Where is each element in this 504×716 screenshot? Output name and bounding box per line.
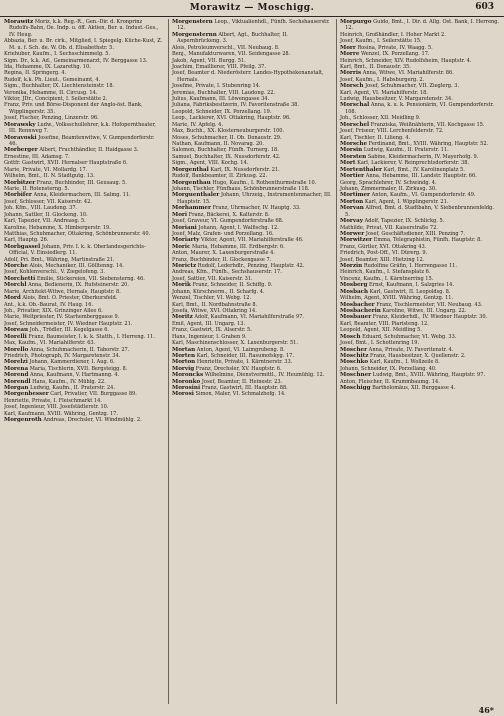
entry-text: Alois, Petroleumverschl., VII. Neubaug. 8. bbox=[172, 44, 280, 51]
entry-text: Karl, Maschinenschlosser, X. Laxenburgerstr. 51. bbox=[172, 340, 298, 347]
directory-entry bbox=[340, 205, 500, 218]
directory-entry bbox=[172, 391, 332, 397]
entry-surname: Morgenthal bbox=[172, 166, 209, 173]
entry-text: Max, Buchh., XX. Klosterneuburgerstr. 100. bbox=[172, 128, 285, 135]
entry-text: Franz, Schneider, II. Schiffg. 9. bbox=[192, 282, 273, 289]
entry-text: Karl, Gastwirt, II. Leopoldsg. 8. bbox=[369, 288, 451, 295]
entry-surname: Morsche bbox=[340, 141, 368, 148]
entry-text: Rosina, Private, IV. Waagg. 5. bbox=[357, 44, 433, 51]
entry-text: Bartholomäus, XII. Burggasse 4. bbox=[372, 385, 456, 392]
entry-text: Rudolf, k.k. Ph. Lieut., Gemeinamt, 4. bbox=[4, 76, 101, 83]
directory-entry bbox=[172, 32, 332, 45]
entry-text: Anna, Witwe, VI. Mariahilferstr. 86. bbox=[362, 70, 454, 77]
entry-text: Hugo, Kaufm., I. Rothenthurmstraße 10. bbox=[212, 179, 317, 186]
entry-surname: Morr bbox=[340, 44, 356, 51]
entry-surname: Mosbacher bbox=[340, 301, 375, 308]
entry-text: Anna, k. u. k. Pensionärin, VI. Gumpendorferstr. 108. bbox=[345, 102, 495, 115]
entry-surname: Morchetti bbox=[4, 275, 36, 282]
entry-surname: Morvig bbox=[172, 365, 195, 372]
entry-text: Leop., Lackierer, XVI. Ottakring, Hauptstr. 96. bbox=[172, 115, 291, 122]
entry-surname: Morberger bbox=[4, 147, 38, 154]
entry-text: Franz, Tischlermeister, VII. Neubaug. 43. bbox=[376, 301, 483, 308]
directory-entry bbox=[340, 385, 500, 391]
entry-text: Johann, Schneider, IX. Porzellang. 40. bbox=[340, 365, 437, 372]
entry-text: Karoline, Witwe, III. Ungarg. 22. bbox=[382, 307, 467, 314]
entry-text: Josef, Sattler, VII. Kaiserstr. 31. bbox=[172, 275, 253, 282]
entry-text: Samuel, Buchhalter, IX. Nussdorferstr. 42. bbox=[172, 153, 281, 160]
entry-text: Moriz, k.k. Reg.-R., Gen.-Dir. d. Kronprinz Rudolfs-Bahn, Oe. Indp. u. öff. Aktien, Ber. u. Indust.-Ges., IV. Heug. bbox=[9, 19, 159, 38]
entry-surname: Mortenthaler bbox=[340, 166, 382, 173]
entry-text: Anton, Agent, VI. Laimgrubeng. 8. bbox=[196, 346, 285, 353]
entry-text: Albert, Agt., Buchhalter, II. Aspernbrückeng. 3. bbox=[177, 31, 288, 45]
entry-text: Karl, Agent, VI. Mariahilferstr. 18. bbox=[340, 89, 428, 96]
entry-text: Leopold, Agent, XII. Meidling 5. bbox=[340, 327, 422, 334]
entry-text: Franz, Hausbesitzer, X. Quellenstr. 2. bbox=[370, 352, 466, 359]
entry-text: Wenzel, IX. Porzellang. 17. bbox=[361, 51, 430, 58]
entry-text: Josef, Beamter, II. Heinestr. 23. bbox=[201, 378, 283, 385]
entry-text: Wenzel, Tischler, VI. Webg. 12. bbox=[172, 295, 252, 302]
entry-text: Karl, Bmt., II. Nordbahnstraße 8. bbox=[172, 301, 258, 308]
entry-surname: Morpurgo bbox=[340, 19, 372, 25]
entry-surname: Mori bbox=[172, 211, 187, 218]
entry-text: Leop., Viktualienhdl., Fünfh. Sechshauserstr. 12. bbox=[177, 19, 330, 32]
sheet-signature: 46* bbox=[478, 705, 494, 715]
entry-surname: Morwer bbox=[340, 230, 365, 237]
entry-text: Franziska, Weißnähterin, VII. Kochgasse 15. bbox=[370, 121, 485, 128]
entry-surname: Morgenbesser bbox=[4, 391, 49, 398]
entry-text: Johann, Tischler, Fünfhaus, Schönbrunnerstraße 118. bbox=[172, 185, 310, 192]
entry-text: Franz, Gastwirt, III. Hauptstr. 88. bbox=[201, 385, 288, 392]
entry-surname: Morbitzer bbox=[4, 179, 36, 186]
entry-text: Emma, Telegraphistin, Fünfh. Hauptstr. 8. bbox=[373, 237, 482, 244]
entry-text: Hans, Ingenieur, I. Graben 9. bbox=[172, 333, 247, 340]
entry-text: Josef, Beamter d. Niederösterr. Landes-Hypothekenanstalt, Hernals. bbox=[172, 70, 324, 83]
entry-text: Julius, Kaufmann, III. Löwengasse 34. bbox=[172, 96, 270, 103]
entry-text: Karl, Agent, I. Wipplingerstr. 21. bbox=[364, 198, 449, 205]
entry-text: Maria, Hebamme, III. Erdbergstr. 6. bbox=[192, 243, 285, 250]
entry-surname: Morik bbox=[172, 282, 191, 289]
entry-text: Maria, Tischlerin, XVII. Bergsteigg. 8. bbox=[29, 365, 128, 372]
entry-text: Guido, Bmt., I. Dir. d. Allg. Öst. Bank, I. Herreng. 12. bbox=[345, 19, 500, 32]
directory-columns bbox=[4, 19, 500, 704]
entry-text: Josef, Schlosser, VII. Kaiserstr. 42. bbox=[4, 198, 92, 205]
entry-text: Alfred, Bmt. d. Stadtbahn, V. Siebenbrunnenfeldg. 5. bbox=[345, 205, 494, 218]
entry-surname: Morelli bbox=[4, 333, 27, 340]
directory-entry bbox=[340, 19, 500, 32]
entry-text: Josef, Graveur, VI. Gumpendorferstraße 68. bbox=[172, 218, 284, 225]
directory-entry bbox=[4, 244, 164, 257]
entry-text: Johann, Agent, I. Walfischg. 12. bbox=[198, 224, 279, 231]
entry-surname: Morguenthaler bbox=[172, 192, 220, 199]
entry-text: Franz, Uhrmacher, IV. Hauptg. 33. bbox=[212, 205, 301, 212]
entry-surname: Morschel bbox=[340, 121, 370, 128]
page-number: 603 bbox=[475, 2, 494, 12]
entry-text: Ludwig, Kaufm., II. Praterstr. 11. bbox=[363, 147, 449, 154]
entry-surname: Morelzi bbox=[4, 359, 28, 366]
directory-entry bbox=[340, 102, 500, 115]
entry-text: Johann, Kürschnerm., II. Scharfg. 4. bbox=[172, 288, 265, 295]
entry-text: Nathan, Kaufmann, II. Novarag. 20. bbox=[172, 141, 264, 148]
entry-text: Kriehuber, Kaufm., I. Sechsschimmelg. 5. bbox=[4, 51, 111, 58]
entry-text: Andreas, Kfm., Fünfh., Sechshauserstr. 17. bbox=[172, 269, 282, 276]
entry-surname: Morend bbox=[4, 372, 29, 379]
entry-text: Josef, Kohlenverschl., V. Ziegelofeng. 3. bbox=[4, 269, 105, 276]
column-2 bbox=[168, 19, 332, 704]
directory-entry bbox=[172, 70, 332, 83]
entry-text: Johann, Zimmermaler, II. Zirkusg. 30. bbox=[340, 185, 437, 192]
entry-text: Sabine, Kleidermacherin, IV. Mayerhofg. 9. bbox=[367, 153, 479, 160]
directory-entry bbox=[172, 19, 332, 32]
entry-text: Josefine, Private, I. Stubenring 14. bbox=[172, 83, 261, 90]
directory-entry bbox=[4, 19, 164, 38]
entry-text: Marie, Private, VI. Mollardg. 17. bbox=[4, 166, 88, 173]
entry-surname: Morris bbox=[340, 70, 362, 77]
entry-text: Rudolf, Bankbeamter, II. Zirkusg. 22. bbox=[172, 173, 268, 180]
entry-text: Joachim, Emaillierer, VIII. Pfeilg. 37. bbox=[172, 63, 266, 70]
directory-entry bbox=[172, 192, 332, 205]
entry-surname: Morre bbox=[340, 51, 360, 58]
entry-text: Johann, Priv. I. k. k. Oberlandesgerichts-Official, V. Einsiedlerg. 11. bbox=[9, 243, 146, 257]
entry-text: Karl, Beamter, VIII. Piaristeng. 12. bbox=[340, 320, 429, 327]
entry-text: Franz, Priv. und Börse-Disponent der Anglo-öst. Bank, Wipplingerstr. 35. bbox=[4, 102, 143, 115]
entry-text: Anton, Fleischer, II. Krummbaumg. 14. bbox=[340, 378, 440, 385]
entry-surname: Morena bbox=[4, 365, 29, 372]
entry-surname: Morvay bbox=[340, 218, 363, 225]
entry-surname: Morawitz bbox=[4, 19, 34, 25]
entry-text: Heinrich, Kaufm., I. Stefansplatz 6. bbox=[340, 269, 431, 276]
entry-surname: Morictz bbox=[172, 263, 197, 270]
entry-text: Friedrich, Post-Off., VI. Dürerg. 9. bbox=[340, 250, 428, 257]
entry-text: Marie, Architekt-Witwe, Hernals, Hauptstr. 8. bbox=[4, 288, 121, 295]
entry-text: Karl, Hauptg. 26. bbox=[4, 237, 49, 244]
entry-text: Joh., Schlosser, XII. Meidling 9. bbox=[340, 115, 421, 122]
entry-text: Max, Kaufm., VI. Mariahilferstr. 63. bbox=[4, 340, 96, 347]
entry-text: Salomon, Buchhalter, Fünfh. Turnerg. 18. bbox=[172, 147, 279, 154]
entry-surname: Moroncks bbox=[172, 372, 204, 379]
entry-text: Mathilde, Privat, VII. Kaiserstraße 72. bbox=[340, 224, 438, 231]
entry-text: Karl, Kaufm., I. Wollzeile 8. bbox=[369, 359, 440, 366]
directory-entry bbox=[4, 38, 164, 51]
entry-surname: Morton bbox=[172, 359, 196, 366]
entry-surname: Mosbauer bbox=[340, 314, 372, 321]
entry-surname: Moriani bbox=[172, 224, 197, 231]
entry-text: Josef, Kaufm., I. Habsburgerg. 2. bbox=[340, 76, 425, 83]
entry-text: Johann, Kammerdiener, I. Aug. 6. bbox=[29, 359, 115, 366]
entry-text: Josef, Geschäftsdiener, XIII. Penzing 7. bbox=[365, 230, 466, 237]
entry-surname: Morgenstern bbox=[172, 19, 213, 25]
entry-text: Ant., k.k. Ob.-Baurat, IV. Haug. 16. bbox=[4, 301, 94, 308]
entry-text: Karl, Lackierer, V. Reinprechtsdorferstr. 38. bbox=[357, 160, 470, 167]
entry-text: Josef, Kaufm., I. Seilerstätte 15. bbox=[340, 38, 422, 45]
column-1 bbox=[4, 19, 164, 704]
entry-text: Joh., Trödler, III. Kegelgasse 6. bbox=[29, 327, 110, 334]
entry-text: Henriette, Private, I. Fleischmarkt 14. bbox=[4, 397, 102, 404]
entry-surname: Morosi bbox=[172, 391, 194, 398]
entry-surname: Morvan bbox=[340, 205, 364, 212]
entry-surname: Morsin bbox=[340, 147, 363, 154]
entry-text: Emilie, Stickereien, VII. Siebensterng. 46. bbox=[36, 275, 145, 282]
entry-text: Johann, Uhrzeig., Instrumentenmacher, III. Hauptstr. 15. bbox=[177, 192, 332, 205]
entry-text: Benj., Manufakturwaren, VII. Seidengasse 28. bbox=[172, 51, 291, 58]
entry-text: Franz, Gastwirt, IX. Alserstr. 5. bbox=[172, 327, 252, 334]
entry-text: Sigm., Buchhalter, IX. Liechtensteinstr. 18. bbox=[4, 83, 115, 90]
entry-text: Josefa, Witwe, XVI. Ottakring 14. bbox=[172, 307, 257, 314]
entry-surname: Morsch bbox=[340, 83, 364, 90]
entry-surname: Mosberg bbox=[340, 282, 368, 289]
entry-text: Ludwig, Kaufm., II. Praterstr. 24. bbox=[30, 385, 115, 392]
entry-text: Rudolf, Lederhdlr., Penzing, Hauptstr. 42. bbox=[197, 263, 305, 270]
entry-text: Karl, IX. Nussdorferstr. 21. bbox=[210, 166, 280, 173]
entry-text: Alois, Mechaniker, III. Gölltenng. 14. bbox=[29, 263, 124, 270]
entry-text: Ferdinand, Bmt., XVIII. Währing, Hauptstr. 52. bbox=[368, 141, 489, 148]
entry-surname: Morschal bbox=[340, 102, 370, 109]
entry-text: Simon, Maler, VI. Schmalzhofg. 14. bbox=[195, 391, 286, 398]
page-header bbox=[0, 0, 504, 17]
entry-text: Franz, Buchbinder, II. Glockengasse 7. bbox=[172, 256, 272, 263]
entry-text: Viktor, JDr., Concipient, I. Seilerstätte 2. bbox=[4, 96, 108, 103]
entry-text: Moses, Schuhmacher, II. Ob. Donaustr. 29. bbox=[172, 134, 282, 141]
entry-text: Josef, Beamter, XIII. Hietzing 12. bbox=[340, 256, 425, 263]
entry-text: Franz, Buchbinder, III. Geusaug. 5. bbox=[36, 179, 127, 186]
directory-entry bbox=[4, 122, 164, 135]
directory-entry bbox=[4, 135, 164, 148]
entry-surname: Mortan bbox=[172, 346, 196, 353]
entry-text: Emil, Agent, III. Ungarg. 13. bbox=[172, 320, 246, 327]
entry-surname: Moschigg bbox=[340, 385, 371, 392]
entry-surname: Moreau bbox=[4, 327, 29, 334]
entry-surname: Mort bbox=[340, 160, 356, 167]
entry-text: Franz, Drechsler, XV. Hauptstr. 6. bbox=[195, 365, 282, 372]
entry-text: Henriette, Private, I. Kärntnerstr. 33. bbox=[196, 359, 293, 366]
entry-text: Anton, Kaufm., VI. Gumpendorferstr. 49. bbox=[371, 192, 476, 199]
entry-surname: Morhammer bbox=[172, 205, 211, 212]
entry-text: Ernestine, III. Adamsg. 7. bbox=[4, 153, 70, 160]
entry-text: Albert, Fruchthändler, II. Haidgasse 3. bbox=[39, 147, 139, 154]
entry-text: Anna, Schuhmacherin, II. Taborstr. 27. bbox=[30, 346, 130, 353]
entry-text: Wilhelm, Bmt., II. N. Stadtgutg. 13. bbox=[4, 173, 95, 180]
entry-surname: Morbgassel bbox=[4, 243, 41, 250]
entry-surname: Morgan bbox=[4, 385, 29, 392]
entry-surname: Moravoski bbox=[4, 134, 37, 141]
entry-surname: Moschner bbox=[340, 372, 372, 379]
entry-text: Ernst, Kaufmann, I. Salzgries 14. bbox=[369, 282, 454, 289]
entry-text: Jeremias, Buchhalter, VIII. Laudong. 22. bbox=[172, 89, 276, 96]
entry-text: Karl, Kaufmann, XVIII. Währing, Gentzg. 17. bbox=[4, 410, 118, 417]
entry-text: Franz, Baumeister, I. k. k. Statth., I. Herreng. 11. bbox=[28, 333, 155, 340]
entry-text: Karl, Tapezier, VII. Andreasg. 5. bbox=[4, 218, 86, 225]
entry-text: Gottfr. Gastwirt, XVII. Hernalser Hauptstraße 6. bbox=[4, 160, 128, 167]
entry-text: Eduard, Schuhmacher, VI. Webg. 33. bbox=[362, 333, 457, 340]
entry-surname: Morten bbox=[172, 352, 196, 359]
entry-text: Anton, Maurer, X. Laxenburgerstraße 4. bbox=[172, 250, 275, 257]
entry-text: Karoline, Hebamme, X. Himbergerstr. 19. bbox=[4, 224, 111, 231]
entry-text: Abbazia, Ber. u. Br. cirk., Mitglied, I. Spiegelg. Küche-Kust, Z. M. u. f. Sch. de. W. Ob. d. Elisabethstr. 5. bbox=[4, 38, 163, 51]
entry-text: Ludwig, Hausbesitzer, V. Margaretenstr. 34. bbox=[340, 96, 453, 103]
entry-surname: Mortier bbox=[340, 173, 365, 180]
entry-text: Karl, Bmt., II. Donaustr. 35. bbox=[340, 63, 411, 70]
entry-text: Anna, Kleidermachern, III. Salmg. 11. bbox=[33, 192, 131, 199]
entry-text: Marie, IV. Apfelg. 4. bbox=[172, 121, 223, 128]
directory-entry bbox=[4, 102, 164, 115]
entry-text: Anna, Kaufmann, V. Hartmanng. 4. bbox=[30, 372, 120, 379]
entry-text: Regina, II. Springerg. 4. bbox=[4, 70, 67, 77]
entry-text: Viktor, Agent, VII. Mariahilferstraße 46. bbox=[201, 237, 304, 244]
entry-text: Georg, Sprachlehrer, IV. Schwindg. 4. bbox=[340, 179, 437, 186]
entry-surname: Moritz bbox=[172, 314, 193, 321]
entry-surname: Morsten bbox=[340, 153, 367, 160]
entry-surname: Mortimer bbox=[340, 192, 371, 199]
entry-surname: Morche bbox=[4, 263, 28, 270]
entry-text: Wilhelm, Agent, XVIII. Währing, Gentzg. 11. bbox=[340, 295, 454, 302]
entry-text: Alois, Bmt. O. Priester, Oberkursfeld. bbox=[22, 295, 118, 302]
entry-text: Josef, Fischer, Penzing, Linzerstr. 96. bbox=[4, 115, 99, 122]
entry-text: Matthias, Schuhmacher, Ottakring, Schönbrunnerstr. 40. bbox=[4, 230, 151, 237]
entry-surname: Moronko bbox=[172, 378, 201, 385]
entry-surname: Morchl bbox=[4, 282, 27, 289]
entry-text: Wilhelmine, Dienstvermittl., IV. Heumühlg. 12. bbox=[204, 372, 325, 379]
entry-surname: Moscher bbox=[340, 346, 368, 353]
entry-text: Karl, Tischler, II. Lilieng. 4. bbox=[340, 134, 411, 141]
entry-text: Juliana, Fabriksbesitzerin, IV. Favoritenstraße 38. bbox=[172, 102, 299, 109]
entry-text: Marie, II. Rotensterng. 5. bbox=[4, 185, 70, 192]
running-head: Morawitz — Moschigg. bbox=[189, 3, 315, 13]
entry-text: Joh., Privatier, XIX. Grinzinger Allee 6. bbox=[4, 307, 103, 314]
entry-text: Anna, Hebamme, III. Landstr. Hauptstr. 66. bbox=[365, 173, 477, 180]
entry-text: Andreas, Drechsler, VI. Windmühlg. 2. bbox=[43, 417, 142, 424]
entry-surname: Moschko bbox=[340, 359, 369, 366]
entry-text: Sigm. Dr., k.k. Ad., Gemeinarmenarzt, IV. Berggasse 13. bbox=[4, 57, 148, 64]
entry-text: Jakob, Agent, VII. Burgg. 51. bbox=[172, 57, 246, 64]
entry-text: Sigm., Agent, VIII. Kochg. 14. bbox=[172, 160, 249, 167]
entry-surname: Mosbacherin bbox=[340, 307, 381, 314]
entry-text: Anna, Bedienerin, IX. Rufsteinerstr. 20. bbox=[28, 282, 129, 289]
entry-text: Ludwig, Bmt., XVIII. Währing, Hauptstr. 97. bbox=[372, 372, 486, 379]
entry-text: Josef, Schneidermeister, IV. Wiedner Hauptstr. 21. bbox=[4, 320, 133, 327]
entry-text: Franz, Gürtler, XVI. Ottakring 43. bbox=[340, 243, 427, 250]
entry-surname: Morello bbox=[4, 346, 29, 353]
entry-surname: Morgensternn bbox=[172, 31, 217, 38]
entry-text: Ludw., Volksschullehrer, k.k. Hofoperntheater, III. Rennweg 7. bbox=[9, 121, 156, 135]
entry-surname: Moriarty bbox=[172, 237, 200, 244]
entry-text: Heinrich, Großhändler, I. Hoher Markt 2. bbox=[340, 31, 446, 38]
entry-text: Leopold, Schneider, IX. Porzellang. 19. bbox=[172, 108, 272, 115]
entry-surname: Morzin bbox=[340, 263, 363, 270]
entry-surname: Mosbach bbox=[340, 288, 369, 295]
entry-text: Vincenz, Kaufm., I. Kärntnerring 15. bbox=[340, 275, 434, 282]
entry-text: Rudolfine Gräfin, I. Herrengasse 11. bbox=[363, 263, 457, 270]
entry-text: Anna, Private, IV. Favoritenstr. 4. bbox=[368, 346, 454, 353]
entry-text: Karl, Bmt., IV. Karolinenplatz 5. bbox=[383, 166, 465, 173]
entry-text: Adolf, Kaufmann, VI. Mariahilferstraße 97. bbox=[194, 314, 305, 321]
entry-text: Adolf, Pri. Bmt., Währing, Martinstraße 21. bbox=[4, 256, 115, 263]
entry-surname: Moschitz bbox=[340, 352, 369, 359]
entry-text: Josef, Bmt., I. Schottenring 19. bbox=[340, 340, 420, 347]
column-3 bbox=[336, 19, 500, 704]
entry-surname: Morendl bbox=[4, 378, 31, 385]
entry-text: Adolf, Tapezier, IX. Schlickg. 5. bbox=[364, 218, 445, 225]
entry-text: Marie, Weltpriester, IV. Starhemberggasse 9. bbox=[4, 314, 120, 321]
entry-surname: Morbifer bbox=[4, 192, 32, 199]
entry-text: Veronika, Hebamme, II. Circusg. 14. bbox=[4, 89, 98, 96]
entry-text: Karl, Schneider, III. Rasumofskyg. 17. bbox=[196, 352, 294, 359]
entry-surname: Morton bbox=[340, 198, 364, 205]
directory-entry bbox=[4, 417, 164, 423]
entry-surname: Morgenthau bbox=[172, 179, 211, 186]
entry-text: Heinrich, Schneider, XIV. Rudolfsheim, Hauptstr. 4. bbox=[340, 57, 472, 64]
entry-text: Friedrich, Photograph, IV. Margaretenstr. 34. bbox=[4, 352, 121, 359]
entry-text: Josefine, Beamtenwitwe, V. Gumpendorferstr. 46. bbox=[9, 134, 155, 148]
entry-text: Franz, Bäckerei, X. Kalterstr. 8. bbox=[188, 211, 270, 218]
entry-text: Johann, Sattler, II. Glockeng. 10. bbox=[4, 211, 88, 218]
entry-text: Joh. Kfm., VIII. Laudong. 37. bbox=[4, 205, 78, 212]
entry-text: Ida, Hebamme, IX. Lazarethg. 10. bbox=[4, 63, 91, 70]
entry-surname: Morgenroth bbox=[4, 417, 42, 424]
entry-text: Hans, Kaufm., IV. Mühlg. 22. bbox=[32, 378, 106, 385]
entry-surname: Mosch bbox=[340, 333, 361, 340]
entry-surname: Morwitzer bbox=[340, 237, 373, 244]
entry-surname: Morawsky bbox=[4, 121, 36, 128]
entry-surname: Mord bbox=[4, 295, 21, 302]
entry-text: Franz, Kleiderhdl., IV. Wiedner Hauptstr. 30. bbox=[372, 314, 488, 321]
entry-text: Josef, Ingenieur, VIII. Josefstädterstr. 10. bbox=[4, 404, 109, 411]
entry-surname: Morosini bbox=[172, 385, 201, 392]
entry-text: Josef, Schuhmacher, VII. Zieglerg. 3. bbox=[365, 83, 460, 90]
entry-surname: Moric bbox=[172, 243, 191, 250]
entry-text: Carl, Privatier, VII. Burggasse 89. bbox=[50, 391, 137, 398]
entry-text: Josef, Malz, Grafen- und Porzellang. 16. bbox=[172, 230, 274, 237]
entry-text: Josef, Friseur, VIII. Lerchenfelderstr. 72. bbox=[340, 128, 444, 135]
